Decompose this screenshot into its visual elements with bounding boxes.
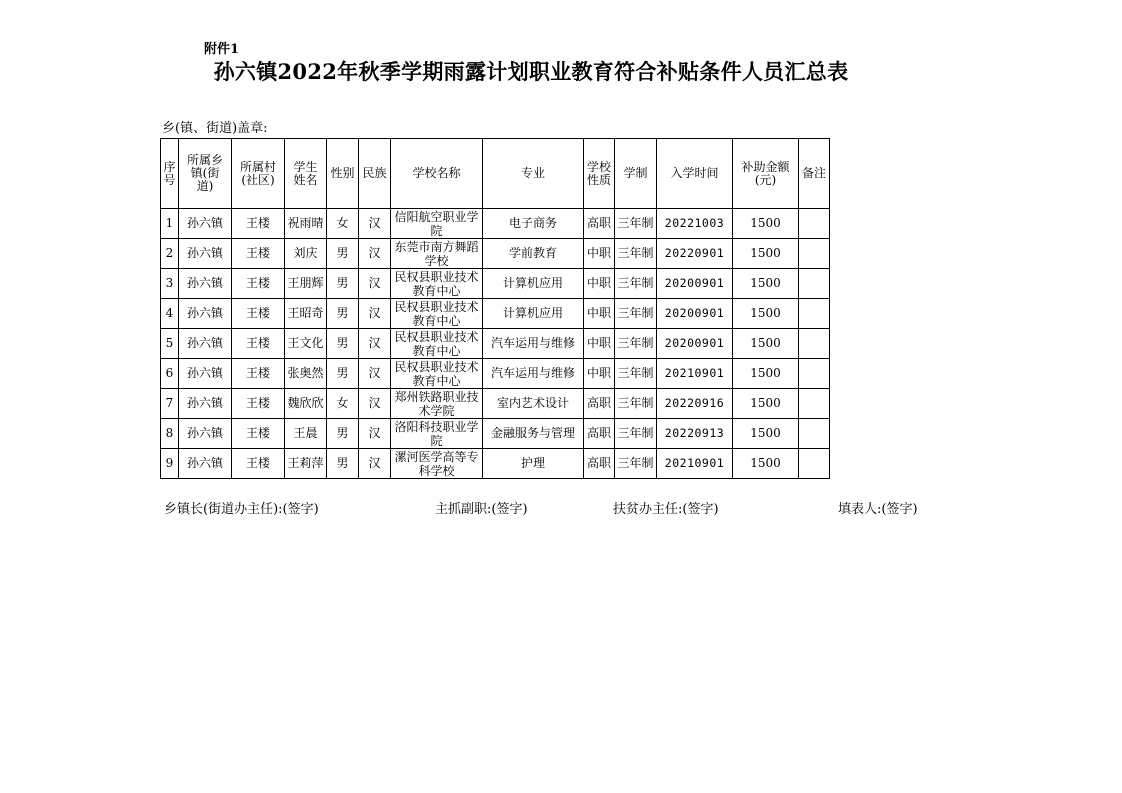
cell-gender: 男: [327, 449, 359, 479]
header-village: 所属村(社区): [232, 139, 285, 209]
cell-seq: 4: [161, 299, 179, 329]
cell-remarks: [799, 329, 830, 359]
cell-ethnicity: 汉: [359, 269, 391, 299]
header-student: 学生姓名: [285, 139, 327, 209]
cell-village: 王楼: [232, 209, 285, 239]
cell-village: 王楼: [232, 419, 285, 449]
cell-town: 孙六镇: [179, 389, 232, 419]
table-row: [161, 299, 830, 329]
cell-town: 孙六镇: [179, 449, 232, 479]
cell-town: 孙六镇: [179, 419, 232, 449]
header-amount: 补助金额(元): [733, 139, 799, 209]
table-row: [161, 269, 830, 299]
cell-town: 孙六镇: [179, 269, 232, 299]
footer-town-head: 乡镇长(街道办主任):(签字): [164, 502, 319, 517]
cell-major: 计算机应用: [483, 299, 584, 329]
cell-enroll-date: 20220916: [657, 389, 733, 419]
cell-seq: 3: [161, 269, 179, 299]
cell-village: 王楼: [232, 329, 285, 359]
cell-major: 电子商务: [483, 209, 584, 239]
cell-ethnicity: 汉: [359, 419, 391, 449]
cell-seq: 6: [161, 359, 179, 389]
cell-duration: 三年制: [615, 449, 657, 479]
cell-gender: 男: [327, 419, 359, 449]
cell-remarks: [799, 389, 830, 419]
cell-remarks: [799, 359, 830, 389]
subsidy-table: [160, 138, 830, 479]
cell-school-type: 中职: [584, 359, 615, 389]
cell-duration: 三年制: [615, 329, 657, 359]
cell-student-name: 王文化: [285, 329, 327, 359]
cell-gender: 男: [327, 329, 359, 359]
cell-school: 民权县职业技术教育中心: [391, 329, 483, 359]
cell-town: 孙六镇: [179, 239, 232, 269]
cell-student-name: 王莉萍: [285, 449, 327, 479]
cell-student-name: 王昭奇: [285, 299, 327, 329]
cell-ethnicity: 汉: [359, 359, 391, 389]
header-gender: 性别: [327, 139, 359, 209]
cell-amount: 1500: [733, 389, 799, 419]
table-row: [161, 209, 830, 239]
cell-gender: 女: [327, 209, 359, 239]
table-row: [161, 239, 830, 269]
cell-student-name: 刘庆: [285, 239, 327, 269]
header-remarks: 备注: [799, 139, 830, 209]
header-enroll: 入学时间: [657, 139, 733, 209]
cell-duration: 三年制: [615, 239, 657, 269]
header-duration: 学制: [615, 139, 657, 209]
table-row: [161, 389, 830, 419]
cell-ethnicity: 汉: [359, 449, 391, 479]
cell-seq: 8: [161, 419, 179, 449]
cell-amount: 1500: [733, 419, 799, 449]
cell-major: 汽车运用与维修: [483, 359, 584, 389]
cell-seq: 5: [161, 329, 179, 359]
cell-student-name: 魏欣欣: [285, 389, 327, 419]
cell-school-type: 高职: [584, 389, 615, 419]
cell-enroll-date: 20220901: [657, 239, 733, 269]
cell-school: 民权县职业技术教育中心: [391, 359, 483, 389]
cell-remarks: [799, 299, 830, 329]
cell-school-type: 高职: [584, 209, 615, 239]
cell-major: 护理: [483, 449, 584, 479]
cell-town: 孙六镇: [179, 209, 232, 239]
cell-town: 孙六镇: [179, 359, 232, 389]
cell-gender: 男: [327, 299, 359, 329]
cell-seq: 9: [161, 449, 179, 479]
cell-enroll-date: 20200901: [657, 269, 733, 299]
cell-gender: 男: [327, 239, 359, 269]
cell-duration: 三年制: [615, 419, 657, 449]
cell-duration: 三年制: [615, 389, 657, 419]
cell-major: 金融服务与管理: [483, 419, 584, 449]
cell-village: 王楼: [232, 299, 285, 329]
cell-major: 汽车运用与维修: [483, 329, 584, 359]
cell-village: 王楼: [232, 389, 285, 419]
cell-ethnicity: 汉: [359, 299, 391, 329]
cell-gender: 男: [327, 269, 359, 299]
footer-deputy: 主抓副职:(签字): [435, 502, 528, 517]
footer-poverty-office: 扶贫办主任:(签字): [613, 502, 719, 517]
cell-school: 民权县职业技术教育中心: [391, 299, 483, 329]
cell-school-type: 中职: [584, 299, 615, 329]
cell-school: 东莞市南方舞蹈学校: [391, 239, 483, 269]
cell-school: 郑州铁路职业技术学院: [391, 389, 483, 419]
cell-village: 王楼: [232, 449, 285, 479]
table-row: [161, 359, 830, 389]
cell-enroll-date: 20220913: [657, 419, 733, 449]
cell-school: 信阳航空职业学院: [391, 209, 483, 239]
cell-student-name: 王晨: [285, 419, 327, 449]
cell-amount: 1500: [733, 359, 799, 389]
cell-ethnicity: 汉: [359, 239, 391, 269]
cell-town: 孙六镇: [179, 299, 232, 329]
cell-amount: 1500: [733, 449, 799, 479]
cell-major: 学前教育: [483, 239, 584, 269]
cell-seq: 1: [161, 209, 179, 239]
footer-filler: 填表人:(签字): [838, 502, 918, 517]
cell-seq: 7: [161, 389, 179, 419]
cell-enroll-date: 20200901: [657, 329, 733, 359]
cell-major: 计算机应用: [483, 269, 584, 299]
cell-remarks: [799, 269, 830, 299]
table-row: [161, 329, 830, 359]
cell-major: 室内艺术设计: [483, 389, 584, 419]
cell-enroll-date: 20210901: [657, 359, 733, 389]
document-title: 孙六镇2022年秋季学期雨露计划职业教育符合补贴条件人员汇总表: [213, 59, 849, 84]
cell-ethnicity: 汉: [359, 209, 391, 239]
cell-school-type: 高职: [584, 419, 615, 449]
header-ethnicity: 民族: [359, 139, 391, 209]
header-seq: 序号: [161, 139, 179, 209]
cell-remarks: [799, 449, 830, 479]
cell-duration: 三年制: [615, 209, 657, 239]
cell-enroll-date: 20221003: [657, 209, 733, 239]
cell-amount: 1500: [733, 269, 799, 299]
header-school: 学校名称: [391, 139, 483, 209]
cell-enroll-date: 20210901: [657, 449, 733, 479]
cell-ethnicity: 汉: [359, 389, 391, 419]
cell-duration: 三年制: [615, 269, 657, 299]
table-row: [161, 449, 830, 479]
cell-enroll-date: 20200901: [657, 299, 733, 329]
cell-student-name: 王朋辉: [285, 269, 327, 299]
header-town: 所属乡镇(街道): [179, 139, 232, 209]
cell-school: 洛阳科技职业学院: [391, 419, 483, 449]
cell-school: 漯河医学高等专科学校: [391, 449, 483, 479]
cell-duration: 三年制: [615, 359, 657, 389]
cell-school-type: 中职: [584, 239, 615, 269]
cell-town: 孙六镇: [179, 329, 232, 359]
cell-student-name: 张奥然: [285, 359, 327, 389]
cell-amount: 1500: [733, 239, 799, 269]
cell-village: 王楼: [232, 269, 285, 299]
cell-school-type: 中职: [584, 269, 615, 299]
table-row: [161, 419, 830, 449]
cell-school-type: 中职: [584, 329, 615, 359]
cell-gender: 女: [327, 389, 359, 419]
cell-gender: 男: [327, 359, 359, 389]
annex-label: 附件1: [204, 42, 240, 57]
seal-label: 乡(镇、街道)盖章:: [162, 121, 268, 136]
cell-remarks: [799, 239, 830, 269]
header-major: 专业: [483, 139, 584, 209]
cell-school-type: 高职: [584, 449, 615, 479]
cell-student-name: 祝雨晴: [285, 209, 327, 239]
cell-amount: 1500: [733, 329, 799, 359]
cell-remarks: [799, 209, 830, 239]
table-header-row: [161, 139, 830, 209]
cell-seq: 2: [161, 239, 179, 269]
cell-remarks: [799, 419, 830, 449]
cell-village: 王楼: [232, 359, 285, 389]
cell-village: 王楼: [232, 239, 285, 269]
cell-amount: 1500: [733, 299, 799, 329]
header-school-type: 学校性质: [584, 139, 615, 209]
cell-ethnicity: 汉: [359, 329, 391, 359]
cell-amount: 1500: [733, 209, 799, 239]
cell-school: 民权县职业技术教育中心: [391, 269, 483, 299]
cell-duration: 三年制: [615, 299, 657, 329]
